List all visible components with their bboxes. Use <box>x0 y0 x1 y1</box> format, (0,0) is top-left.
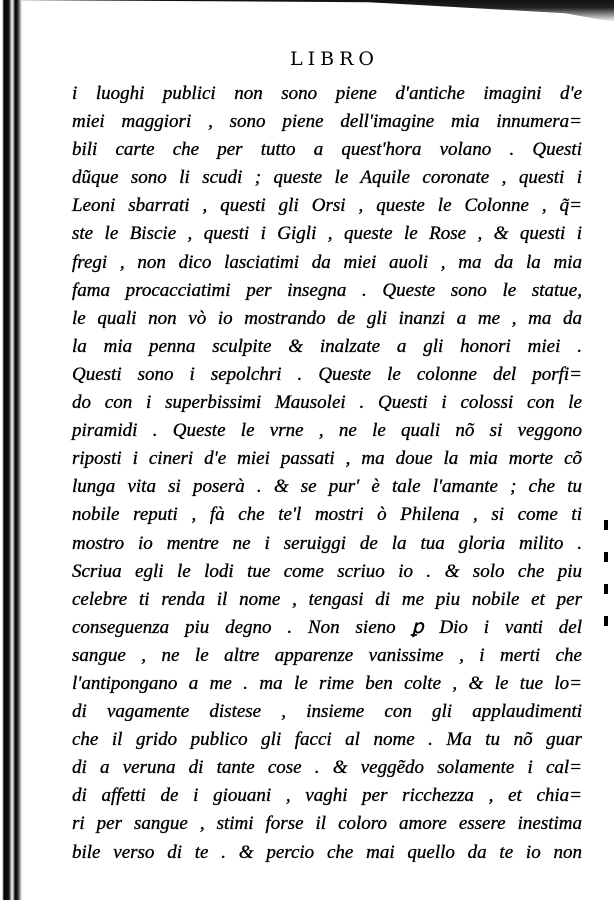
text-line: di affetti de i giouani , vaghi per ricchezza , et chia= <box>72 785 582 807</box>
text-line: piramidi . Queste le vrne , ne le quali nõ si veggono <box>72 420 582 442</box>
text-line: fama procacciatimi per insegna . Queste sono le statue, <box>72 279 582 301</box>
text-line: mostro io mentre ne i seruiggi de la tua gloria milito . <box>72 532 582 554</box>
scan-edge-top <box>0 0 614 22</box>
running-head: LIBRO <box>290 48 379 70</box>
text-line: di vagamente distese , insieme con gli applaudimenti <box>72 701 582 723</box>
text-line: di a veruna di tante cose . & veggẽdo solamente i cal= <box>72 757 582 779</box>
text-line: conseguenza piu degno . Non sieno ꝑ Dio i vanti del <box>72 616 582 638</box>
binding-gutter <box>0 0 22 900</box>
text-line: lunga vita si poserà . & se pur' è tale l'amante ; che tu <box>72 476 582 498</box>
text-line: ste le Biscie , questi i Gigli , queste le Rose , & questi i <box>72 223 582 245</box>
text-line: bili carte che per tutto a quest'hora volano . Questi <box>72 139 582 161</box>
text-line: Questi sono i sepolchri . Queste le colonne del porfi= <box>72 363 582 385</box>
text-line: fregi , non dico lasciatimi da miei auoli , ma da la mia <box>72 251 582 273</box>
text-line: la mia penna sculpite & inalzate a gli honori miei . <box>72 335 582 357</box>
text-line: le quali non vò io mostrando de gli inanzi a me , ma da <box>72 307 582 329</box>
scan-edge-right <box>604 520 608 640</box>
text-line: l'antipongano a me . ma le rime ben colte , & le tue lo= <box>72 672 582 694</box>
text-line: Leoni sbarrati , questi gli Orsi , queste le Colonne , q̃= <box>72 195 582 217</box>
text-line: riposti i cineri d'e miei passati , ma doue la mia morte cõ <box>72 448 582 470</box>
text-line: sangue , ne le altre apparenze vanissime , i merti che <box>72 644 582 666</box>
text-line: miei maggiori , sono piene dell'imagine mia innumera= <box>72 111 582 133</box>
text-line: do con i superbissimi Mausolei . Questi i colossi con le <box>72 392 582 414</box>
text-line: che il grido publico gli facci al nome . Ma tu nõ guar <box>72 729 582 751</box>
text-line: nobile reputi , fà che te'l mostri ò Philena , si come ti <box>72 504 582 526</box>
text-line: ri per sangue , stimi forse il coloro amore essere inestima <box>72 813 582 835</box>
text-line: Scriua egli le lodi tue come scriuo io . & solo che piu <box>72 560 582 582</box>
text-line: i luoghi publici non sono piene d'antiche imagini d'e <box>72 83 582 104</box>
text-line: bile verso di te . & percio che mai quello da te io non <box>72 841 582 863</box>
text-line: dũque sono li scudi ; queste le Aquile coronate , questi i <box>72 167 582 189</box>
text-line: celebre ti renda il nome , tengasi di me piu nobile et per <box>72 588 582 610</box>
body-text <box>72 80 582 867</box>
